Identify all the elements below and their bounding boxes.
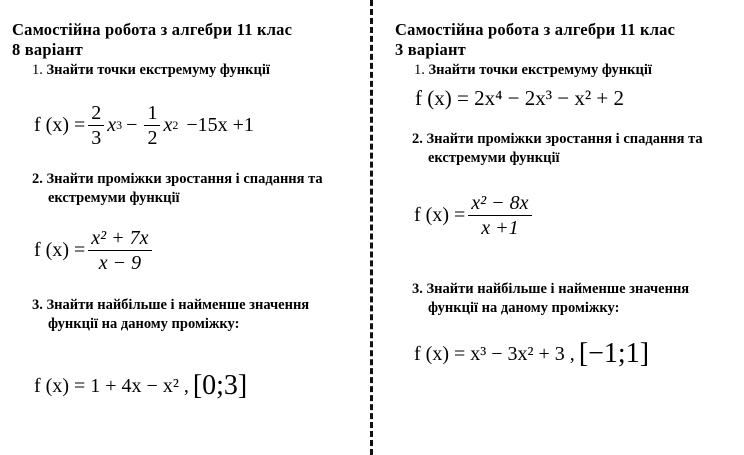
formula-3 bbox=[34, 370, 247, 402]
fraction bbox=[88, 227, 151, 274]
fraction bbox=[144, 102, 160, 149]
task-number: 2. bbox=[32, 171, 43, 187]
task-number: 2. bbox=[412, 131, 423, 147]
formula-1 bbox=[415, 84, 624, 112]
task-3 bbox=[32, 296, 309, 334]
task-2 bbox=[32, 170, 323, 208]
variant-label: 3 варіант bbox=[395, 40, 466, 59]
formula-2 bbox=[34, 224, 155, 276]
task-text-line2: екстремуми функції bbox=[428, 150, 560, 166]
worksheet-title: Самостійна робота з алгебри 11 клас bbox=[12, 20, 293, 39]
task-2 bbox=[412, 130, 703, 168]
dashed-divider bbox=[370, 0, 373, 455]
variant-label: 8 варіант bbox=[12, 40, 83, 59]
interval: [−1;1] bbox=[578, 338, 650, 369]
variable: x bbox=[107, 113, 117, 136]
numerator: x² + 7x bbox=[88, 227, 151, 251]
task-number: 1. bbox=[414, 62, 425, 78]
worksheet-title: Самостійна робота з алгебри 11 клас bbox=[395, 20, 676, 39]
task-text-line1: Знайти проміжки зростання і спадання та bbox=[426, 131, 703, 147]
numerator: x² − 8x bbox=[468, 192, 531, 216]
variable: x bbox=[163, 113, 173, 136]
task-text: Знайти точки екстремуму функції bbox=[46, 62, 270, 78]
formula-expression: f (x) = 1 + 4x − x² , bbox=[34, 374, 189, 397]
formula-3 bbox=[414, 338, 649, 370]
formula-lhs: f (x) = bbox=[34, 238, 86, 261]
task-number: 3. bbox=[32, 297, 43, 313]
fraction bbox=[88, 102, 104, 149]
interval: [0;3] bbox=[192, 370, 248, 401]
task-text-line2: функції на даному проміжку: bbox=[48, 316, 240, 332]
denominator: 3 bbox=[91, 126, 102, 149]
formula-2 bbox=[414, 188, 535, 242]
formula-expression: f (x) = x³ − 3x² + 3 , bbox=[414, 342, 575, 365]
denominator: x − 9 bbox=[98, 251, 142, 274]
task-text: Знайти точки екстремуму функції bbox=[428, 62, 652, 78]
task-text-line1: Знайти проміжки зростання і спадання та bbox=[46, 171, 323, 187]
formula-tail: −15x +1 bbox=[186, 113, 254, 136]
task-number: 3. bbox=[412, 281, 423, 297]
task-text-line1: Знайти найбільше і найменше значення bbox=[426, 281, 690, 297]
fraction bbox=[468, 192, 531, 239]
task-text-line2: екстремуми функції bbox=[48, 190, 180, 206]
numerator: 1 bbox=[144, 102, 160, 126]
task-number: 1. bbox=[32, 62, 43, 78]
operator: − bbox=[126, 113, 138, 136]
formula-lhs: f (x) = bbox=[34, 113, 86, 136]
formula-1: f (x) = $\frac{2}{3}$ x 3 − $\frac{1}{2}$ x 2 −15x +1 bbox=[34, 101, 254, 149]
task-text-line2: функції на даному проміжку: bbox=[428, 300, 620, 316]
denominator: 2 bbox=[147, 126, 158, 149]
task-3 bbox=[412, 280, 689, 318]
formula-lhs: f (x) = bbox=[414, 203, 466, 226]
formula-expression: f (x) = 2x⁴ − 2x³ − x² + 2 bbox=[415, 85, 625, 110]
task-1 bbox=[32, 62, 270, 79]
task-text-line1: Знайти найбільше і найменше значення bbox=[46, 297, 310, 313]
numerator: 2 bbox=[88, 102, 104, 126]
denominator: x +1 bbox=[481, 216, 519, 239]
task-1 bbox=[414, 62, 652, 79]
